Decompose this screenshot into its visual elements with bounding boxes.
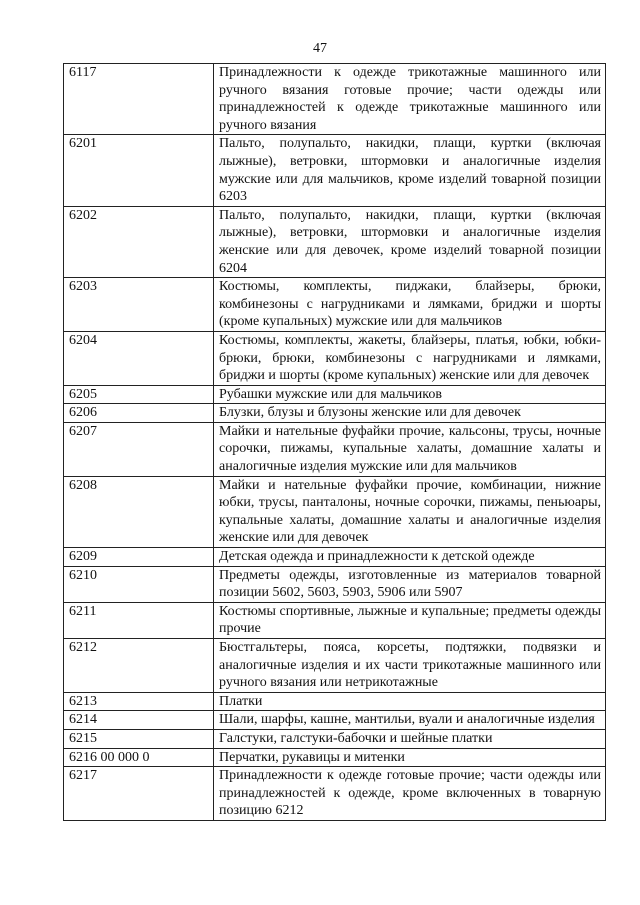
description-cell: Перчатки, рукавицы и митенки: [214, 748, 606, 767]
description-cell: Бюстгальтеры, пояса, корсеты, подтяжки, подвязки и аналогичные изделия и их части трикотажные машинного или ручного вязания или нетрикотажные: [214, 639, 606, 693]
description-cell: Блузки, блузы и блузоны женские или для девочек: [214, 404, 606, 423]
table-row: [64, 729, 606, 748]
description-cell: Костюмы спортивные, лыжные и купальные; предметы одежды прочие: [214, 602, 606, 638]
page-number: 47: [313, 41, 327, 56]
table-row: [64, 602, 606, 638]
description-cell: Галстуки, галстуки-бабочки и шейные платки: [214, 729, 606, 748]
code-cell: 6205: [64, 385, 214, 404]
code-cell: 6201: [64, 135, 214, 206]
code-cell: 6202: [64, 206, 214, 277]
description-cell: Платки: [214, 692, 606, 711]
description-cell: Майки и нательные фуфайки прочие, комбинации, нижние юбки, трусы, панталоны, ночные сорочки, пижамы, пеньюары, купальные халаты, домашние халаты и аналогичные изделия женские или для девочек: [214, 476, 606, 547]
code-cell: 6213: [64, 692, 214, 711]
table-row: [64, 639, 606, 693]
table-row: [64, 422, 606, 476]
description-cell: Пальто, полупальто, накидки, плащи, куртки (включая лыжные), ветровки, штормовки и аналогичные изделия женские или для девочек, кроме изделий товарной позиции 6204: [214, 206, 606, 277]
code-cell: 6216 00 000 0: [64, 748, 214, 767]
table-row: [64, 331, 606, 385]
code-cell: 6204: [64, 331, 214, 385]
description-cell: Рубашки мужские или для мальчиков: [214, 385, 606, 404]
table-row: [64, 767, 606, 821]
table-row: [64, 64, 606, 135]
code-cell: 6210: [64, 566, 214, 602]
table-row: [64, 206, 606, 277]
table-row: [64, 692, 606, 711]
code-cell: 6206: [64, 404, 214, 423]
code-cell: 6207: [64, 422, 214, 476]
table-row: [64, 404, 606, 423]
code-cell: 6203: [64, 278, 214, 332]
code-cell: 6214: [64, 711, 214, 730]
table-row: [64, 748, 606, 767]
table-row: [64, 548, 606, 567]
code-cell: 6215: [64, 729, 214, 748]
code-cell: 6212: [64, 639, 214, 693]
code-cell: 6211: [64, 602, 214, 638]
description-cell: Пальто, полупальто, накидки, плащи, куртки (включая лыжные), ветровки, штормовки и аналогичные изделия мужские или для мальчиков, кроме изделий товарной позиции 6203: [214, 135, 606, 206]
table-row: [64, 566, 606, 602]
description-cell: Майки и нательные фуфайки прочие, кальсоны, трусы, ночные сорочки, пижамы, купальные халаты, домашние халаты и аналогичные изделия мужские или для мальчиков: [214, 422, 606, 476]
description-cell: Костюмы, комплекты, пиджаки, блайзеры, брюки, комбинезоны с нагрудниками и лямками, бриджи и шорты (кроме купальных) мужские или для мальчиков: [214, 278, 606, 332]
description-cell: Принадлежности к одежде готовые прочие; части одежды или принадлежностей к одежде, кроме включенных в товарную позицию 6212: [214, 767, 606, 821]
table-row: [64, 385, 606, 404]
tnved-code-table: [63, 63, 606, 821]
code-cell: 6209: [64, 548, 214, 567]
code-cell: 6117: [64, 64, 214, 135]
description-cell: Предметы одежды, изготовленные из материалов товарной позиции 5602, 5603, 5903, 5906 или 5907: [214, 566, 606, 602]
table-row: [64, 476, 606, 547]
description-cell: Шали, шарфы, кашне, мантильи, вуали и аналогичные изделия: [214, 711, 606, 730]
code-cell: 6217: [64, 767, 214, 821]
description-cell: Детская одежда и принадлежности к детской одежде: [214, 548, 606, 567]
code-cell: 6208: [64, 476, 214, 547]
table-row: [64, 135, 606, 206]
description-cell: Костюмы, комплекты, жакеты, блайзеры, платья, юбки, юбки-брюки, брюки, комбинезоны с нагрудниками и лямками, бриджи и шорты (кроме купальных) женские или для девочек: [214, 331, 606, 385]
description-cell: Принадлежности к одежде трикотажные машинного или ручного вязания готовые прочие; части одежды или принадлежностей к одежде трикотажные машинного или ручного вязания: [214, 64, 606, 135]
table-row: [64, 711, 606, 730]
table-row: [64, 278, 606, 332]
